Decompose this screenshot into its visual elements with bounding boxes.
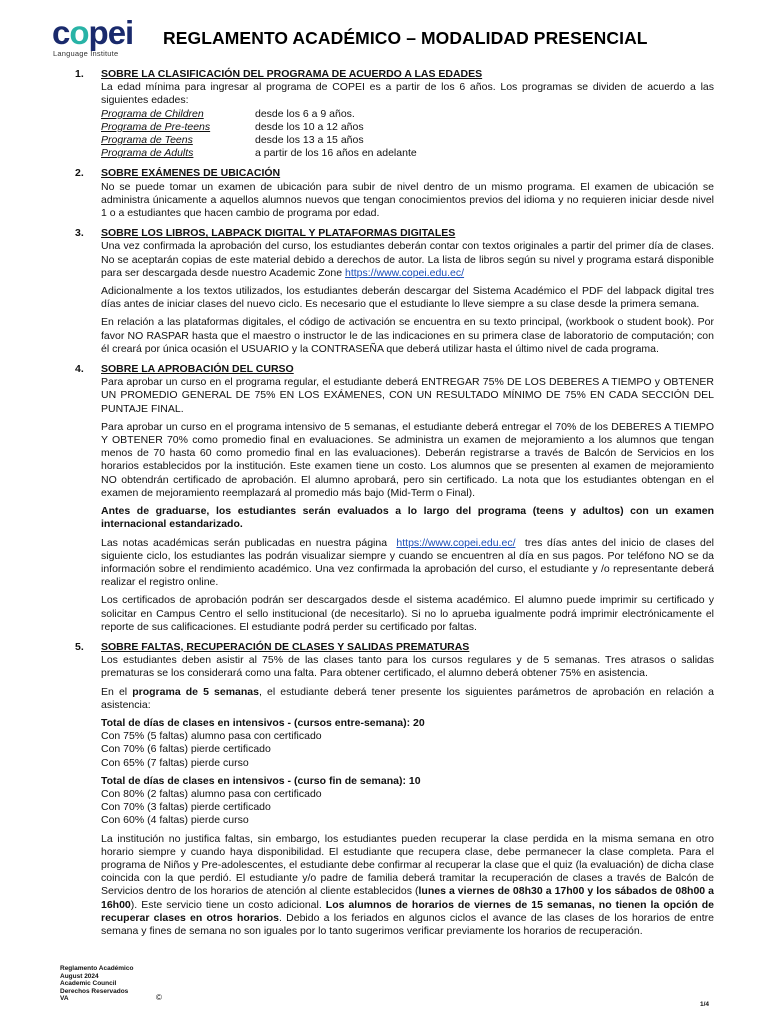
page-header	[52, 14, 732, 62]
program-row	[101, 108, 417, 121]
copyright-symbol: ©	[156, 993, 162, 1002]
footer-line: Reglamento Académico	[60, 965, 134, 972]
section-heading: SOBRE LA APROBACIÓN DEL CURSO	[101, 363, 294, 376]
section-3	[72, 227, 714, 356]
program-name: Programa de Adults	[101, 147, 194, 160]
paragraph: Las notas académicas serán publicadas en nuestra página https://www.copei.edu.ec/ tres días antes del inicio de clases del siguiente ciclo, los estudiantes las podrán visualizar siempre y cuando se encuentren al día en sus pagos. Por teléfono NO se da información sobre el rendimiento académico. Una vez confirmada la aprobación del curso, el estudiante y /o representante deberá realizar el registro online.	[101, 536, 715, 589]
program-name: Programa de Teens	[101, 134, 193, 147]
section-number: 1.	[75, 68, 84, 80]
paragraph: En el programa de 5 semanas, el estudiante deberá tener presente los siguientes parámetros de aprobación en relación a asistencia:	[101, 685, 715, 711]
program-name: Programa de Pre-teens	[101, 120, 211, 133]
attendance-line: Con 60% (4 faltas) pierde curso	[101, 814, 249, 827]
copei-website-link[interactable]: https://www.copei.edu.ec/	[345, 266, 465, 279]
paragraph: Los certificados de aprobación podrán ser descargados desde el sistema académico. El alumno puede imprimir su certificado y solicitar en Campus Centro el sello institucional (de necesitarlo). Si no lo aprueba igualmente podrá imprimir electrónicamente el reporte de sus calificaciones. El estudiante podrá perder su certificado por faltas.	[101, 594, 714, 633]
attendance-line: Con 70% (3 faltas) pierde certificado	[101, 801, 271, 814]
attendance-line: Con 70% (6 faltas) pierde certificado	[101, 743, 271, 756]
paragraph: Para aprobar un curso en el programa intensivo de 5 semanas, el estudiante deberá entregar el 70% de los DEBERES A TIEMPO Y OBTENER 70% como promedio final en evaluaciones. Se administra un examen de mejoramiento a los alumnos que tengan menos de 70 hasta 60 como promedio final en las evaluaciones). Deberán registrarse a través de Balcón de Servicios en los horarios establecidos por la institución. Este examen tiene un costo. Los alumnos que se presenten al examen de mejoramiento NO obtendrán certificado de aprobación. El alumno aprobará, pero sin certificado. La nota que los estudiantes obtengan en el examen de mejoramiento reemplazará al promedio más bajo (Mid-Term o Final).	[101, 420, 714, 499]
section-number: 2.	[75, 167, 84, 180]
paragraph: Para aprobar un curso en el programa regular, el estudiante deberá ENTREGAR 75% DE LOS DEBERES A TIEMPO y OBTENER UN PROMEDIO GENERAL DE 75% EN LOS EXÁMENES, CON UN RESULTADO MÍNIMO DE 75% EN CADA SECCIÓN DEL PUNTAJE FINAL.	[101, 376, 714, 415]
attendance-line: Con 65% (7 faltas) pierde curso	[101, 756, 249, 769]
section-heading: SOBRE FALTAS, RECUPERACIÓN DE CLASES Y SALIDAS PREMATURAS	[101, 640, 470, 653]
footer-line: August 2024	[60, 972, 99, 980]
footer-line: VA	[60, 995, 69, 1002]
paragraph: No se puede tomar un examen de ubicación para subir de nivel dentro de un mismo programa. El examen de ubicación se administra únicamente a aquellos alumnos nuevos que tengan conocimientos previos del idioma y no requieren iniciar desde nivel 1 o a estudiantes que hacen cambio de programa por edad.	[101, 180, 714, 220]
program-name: Programa de Children	[101, 107, 204, 120]
logo-wordmark: copei	[52, 14, 134, 51]
attendance-block-title: Total de días de clases en intensivos - (curso fin de semana): 10	[101, 774, 421, 787]
document-body	[72, 68, 714, 945]
paragraph: Adicionalmente a los textos utilizados, los estudiantes deberán descargar del Sistema Académico el PDF del labpack digital tres días antes de iniciar clases del nuevo ciclo. Es necesario que el estudiante lo lleve siempre a su clase desde la primera semana.	[101, 285, 714, 311]
section-1	[72, 68, 714, 160]
section-heading: SOBRE LOS LIBROS, LABPACK DIGITAL Y PLATAFORMAS DIGITALES	[101, 227, 456, 240]
page-footer	[60, 965, 133, 1003]
program-row	[101, 147, 417, 160]
logo-subtitle: Language Institute	[53, 49, 119, 58]
attendance-line: Con 75% (5 faltas) alumno pasa con certificado	[101, 730, 322, 743]
section-number: 5.	[75, 640, 84, 653]
section-5	[72, 641, 714, 938]
paragraph: Una vez confirmada la aprobación del curso, los estudiantes deberán contar con textos originales a partir del primer día de clases. No se aceptarán copias de este material debido a derechos de autor. La lista de libros según su nivel y programa estará disponible para ser descargada desde nuestro Academic Zone https://www.copei.edu.ec/	[101, 240, 714, 279]
section-number: 3.	[75, 227, 84, 240]
paragraph: La institución no justifica faltas, sin embargo, los estudiantes pueden recuperar la clase perdida en la misma semana en otro horario siempre y cuando haya disponibilidad. El estudiante que recupera clase, debe permanecer la clase completa. Para el programa de Niños y Pre-adolescentes, el estudiante debe confirmar al recuperar la clase que el quiz (la evaluación) de dicha clase coincida con la que perdió. El estudiante y/o padre de familia deberá tramitar la recuperación de clases a través de Balcón de Servicios dentro de los horarios de atención al cliente establecidos (lunes a viernes de 08h30 a 17h00 y los sábados de 08h00 a 16h00). Este servicio tiene un costo adicional. Los alumnos de horarios de viernes de 15 semanas, no tienen la opción de recuperar clases en otros horarios. Debido a los feriados en algunos ciclos el avance de las clases de los horarios de entre semana y fines de semana no son iguales por lo tanto sugerimos verificar previamente los horarios de recuperación.	[101, 832, 714, 937]
paragraph: Antes de graduarse, los estudiantes serán evaluados a lo largo del programa (teens y adultos) con un examen internacional estandarizado.	[101, 505, 714, 531]
footer-line: Academic Council	[60, 980, 117, 987]
page-title: REGLAMENTO ACADÉMICO – MODALIDAD PRESENCIAL	[163, 28, 648, 48]
program-ages: desde los 13 a 15 años	[255, 134, 364, 147]
attendance-block-title: Total de días de clases en intensivos - (cursos entre-semana): 20	[101, 716, 425, 729]
paragraph: En relación a las plataformas digitales, el código de activación se encuentra en su texto principal, (workbook o student book). Por favor NO RASPAR hasta que el maestro o instructor le de las indicaciones en su primera clase de laboratorio de computación; con él creará por única ocasión el USUARIO y la CONTRASEÑA que deberá utilizar hasta el último nivel de cada programa.	[101, 316, 714, 355]
program-ages: desde los 6 a 9 años.	[255, 107, 355, 120]
section-2	[72, 167, 714, 220]
section-number: 4.	[75, 363, 84, 376]
page-number: 1/4	[700, 1001, 710, 1008]
program-ages: a partir de los 16 años en adelante	[255, 147, 417, 160]
copei-website-link[interactable]: https://www.copei.edu.ec/	[396, 536, 516, 549]
copei-logo	[52, 14, 152, 60]
section-heading: SOBRE LA CLASIFICACIÓN DEL PROGRAMA DE ACUERDO A LAS EDADES	[101, 68, 483, 80]
section-heading: SOBRE EXÁMENES DE UBICACIÓN	[101, 167, 281, 180]
program-row	[101, 121, 417, 134]
section-4	[72, 363, 714, 634]
paragraph: Los estudiantes deben asistir al 75% de las clases tanto para los cursos regulares y de 5 semanas. Tres atrasos o salidas prematuras se los considerará como una falta. Para obtener certificado, el alumno deberá obtener 75% en asistencia.	[101, 654, 714, 680]
attendance-line: Con 80% (2 faltas) alumno pasa con certificado	[101, 787, 322, 800]
program-ages: desde los 10 a 12 años	[255, 120, 364, 133]
footer-line: Derechos Reservados	[60, 987, 129, 995]
program-row	[101, 134, 417, 147]
programs-table	[101, 108, 417, 161]
paragraph: La edad mínima para ingresar al programa de COPEI es a partir de los 6 años. Los programas se dividen de acuerdo a las siguientes edades:	[101, 81, 714, 107]
